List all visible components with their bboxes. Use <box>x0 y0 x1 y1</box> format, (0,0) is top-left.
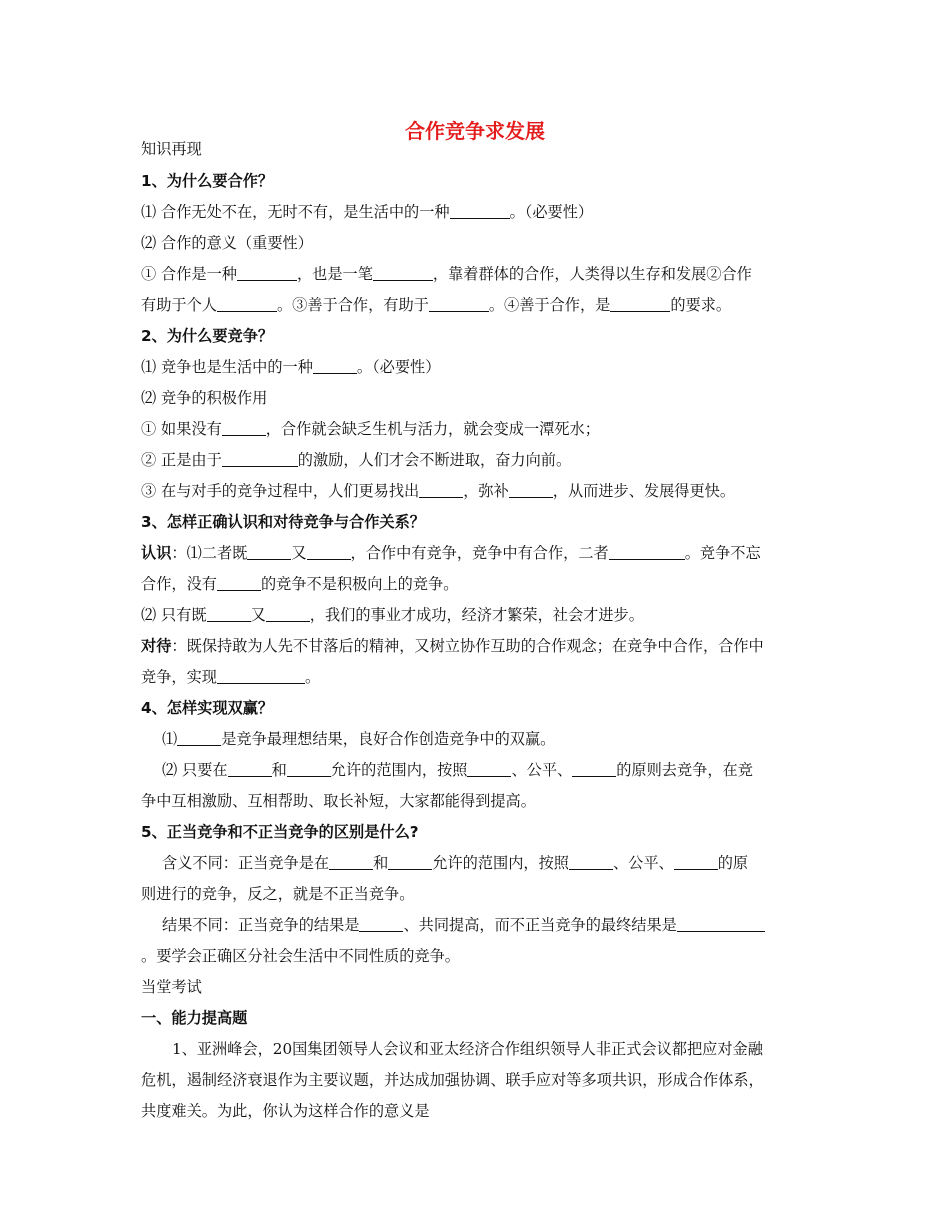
text: ，合作就会缺乏生机与活力，就会变成一潭死水； <box>265 420 600 438</box>
question-1-heading: 1、为什么要合作？ <box>141 172 274 190</box>
q3-line-2 <box>141 574 458 594</box>
label-treat: 对待 <box>141 637 172 655</box>
text: ，弥补 <box>463 482 509 500</box>
q4-line-2 <box>162 760 753 780</box>
question-5-heading: 5、正当竞争和不正当竞争的区别是什么? <box>141 823 419 841</box>
section-heading-classtest: 当堂考试 <box>141 978 202 996</box>
question-3-heading: 3、怎样正确认识和对待竞争与合作关系？ <box>141 513 425 531</box>
text: ① 如果没有 <box>141 420 222 438</box>
text: 和 <box>373 854 389 872</box>
text: 竞争，实现 <box>141 668 217 686</box>
text: ，靠着群体的合作，人类得以生存和发展②合作 <box>432 265 752 283</box>
q2-line-3 <box>141 419 600 439</box>
text: ：⑴二者既 <box>171 544 248 562</box>
fill-blank[interactable] <box>217 669 305 684</box>
text: ⑴ <box>162 730 178 748</box>
page-title: 合作竞争求发展 <box>405 119 545 143</box>
q5-line-1 <box>162 853 748 873</box>
part1-line-3: 共度难关。为此，你认为这样合作的意义是 <box>141 1102 430 1120</box>
fill-blank[interactable] <box>313 359 357 374</box>
text: 含义不同：正当竞争是在 <box>162 854 330 872</box>
fill-blank[interactable] <box>572 762 616 777</box>
fill-blank[interactable] <box>359 917 403 932</box>
q1-line-4 <box>141 295 731 315</box>
text: ① 合作是一种 <box>141 265 237 283</box>
fill-blank[interactable] <box>307 545 351 560</box>
text: 。（必要性） <box>509 203 594 221</box>
text: 、共同提高，而不正当竞争的最终结果是 <box>403 916 677 934</box>
section-heading-review: 知识再现 <box>141 140 202 158</box>
label-recognize: 认识 <box>141 544 172 562</box>
question-2-heading: 2、为什么要竞争？ <box>141 327 274 345</box>
q1-line-1 <box>141 202 593 222</box>
q1-line-3 <box>141 264 752 284</box>
q5-line-3 <box>162 915 765 935</box>
text: 。竞争不忘 <box>684 544 761 562</box>
fill-blank[interactable] <box>217 297 277 312</box>
text: ③ 在与对手的竞争过程中，人们更易找出 <box>141 482 420 500</box>
text: 的要求。 <box>670 296 732 314</box>
text: 的竞争不是积极向上的竞争。 <box>260 575 459 593</box>
text: ② 正是由于 <box>141 451 222 469</box>
q3-line-3 <box>141 605 644 625</box>
fill-blank[interactable] <box>266 607 310 622</box>
q2-line-5 <box>141 481 735 501</box>
text: ⑵ 只有既 <box>141 606 207 624</box>
text: 的激励，人们才会不断进取，奋力向前。 <box>297 451 572 469</box>
fill-blank[interactable] <box>388 855 432 870</box>
text: 和 <box>271 761 287 779</box>
text: 又 <box>250 606 266 624</box>
text: ：既保持敢为人先不甘落后的精神，又树立协作互助的合作观念；在竞争中合作，合作中 <box>171 637 764 655</box>
text: 、公平、 <box>612 854 674 872</box>
fill-blank[interactable] <box>287 762 331 777</box>
fill-blank[interactable] <box>419 483 463 498</box>
text: 结果不同：正当竞争的结果是 <box>162 916 360 934</box>
text: ⑴ 竞争也是生活中的一种 <box>141 358 313 376</box>
text: ⑴ 合作无处不在，无时不有，是生活中的一种 <box>141 203 450 221</box>
text: 。 <box>304 668 321 686</box>
q4-line-3: 争中互相激励、互相帮助、取长补短，大家都能得到提高。 <box>141 792 536 810</box>
q3-line-4 <box>141 636 764 656</box>
fill-blank[interactable] <box>237 266 297 281</box>
fill-blank[interactable] <box>677 917 765 932</box>
fill-blank[interactable] <box>610 297 670 312</box>
q5-line-2: 则进行的竞争，反之，就是不正当竞争。 <box>141 885 415 903</box>
part-1-heading: 一、能力提高题 <box>141 1009 248 1027</box>
text: 的原则去竞争，在竞 <box>616 761 753 779</box>
text: 允许的范围内，按照 <box>432 854 569 872</box>
fill-blank[interactable] <box>222 452 298 467</box>
text: 是竞争最理想结果，良好合作创造竞争中的双赢。 <box>221 730 556 748</box>
fill-blank[interactable] <box>329 855 373 870</box>
text: 有助于个人 <box>141 296 217 314</box>
text: 的原 <box>717 854 749 872</box>
q2-line-4 <box>141 450 571 470</box>
text: 允许的范围内，按照 <box>330 761 468 779</box>
q3-line-5 <box>141 667 320 687</box>
text: ⑵ 只要在 <box>162 761 228 779</box>
q1-line-2: ⑵ 合作的意义（重要性） <box>141 234 313 252</box>
fill-blank[interactable] <box>217 576 261 591</box>
q2-line-2: ⑵ 竞争的积极作用 <box>141 389 268 407</box>
text: ，合作中有竞争，竞争中有合作，二者 <box>350 544 609 562</box>
text: 合作，没有 <box>141 575 217 593</box>
text: 。（必要性） <box>356 358 441 376</box>
text: ，也是一笔 <box>296 265 373 283</box>
q4-line-1 <box>162 729 555 749</box>
text: ，我们的事业才成功，经济才繁荣，社会才进步。 <box>309 606 644 624</box>
fill-blank[interactable] <box>509 483 553 498</box>
q5-line-4: 。要学会正确区分社会生活中不同性质的竞争。 <box>141 947 460 965</box>
text: 、公平、 <box>511 761 573 779</box>
q3-line-1 <box>141 543 761 563</box>
fill-blank[interactable] <box>247 545 291 560</box>
part1-line-2: 危机，遏制经济衰退作为主要议题，并达成加强协调、联手应对等多项共识，形成合作体系， <box>141 1071 764 1089</box>
fill-blank[interactable] <box>177 731 221 746</box>
text: 又 <box>291 544 307 562</box>
text: 。④善于合作，是 <box>488 296 611 314</box>
text: ，从而进步、发展得更快。 <box>552 482 736 500</box>
fill-blank[interactable] <box>222 421 266 436</box>
fill-blank[interactable] <box>373 266 433 281</box>
fill-blank[interactable] <box>674 855 718 870</box>
fill-blank[interactable] <box>429 297 489 312</box>
question-4-heading: 4、怎样实现双赢？ <box>141 699 274 717</box>
text: 。③善于合作，有助于 <box>276 296 429 314</box>
fill-blank[interactable] <box>569 855 613 870</box>
fill-blank[interactable] <box>450 204 510 219</box>
fill-blank[interactable] <box>609 545 685 560</box>
fill-blank[interactable] <box>207 607 251 622</box>
part1-line-1: 1、亚洲峰会，20国集团领导人会议和亚太经济合作组织领导人非正式会议都把应对金融 <box>172 1040 763 1058</box>
fill-blank[interactable] <box>228 762 272 777</box>
fill-blank[interactable] <box>467 762 511 777</box>
q2-line-1 <box>141 357 440 377</box>
